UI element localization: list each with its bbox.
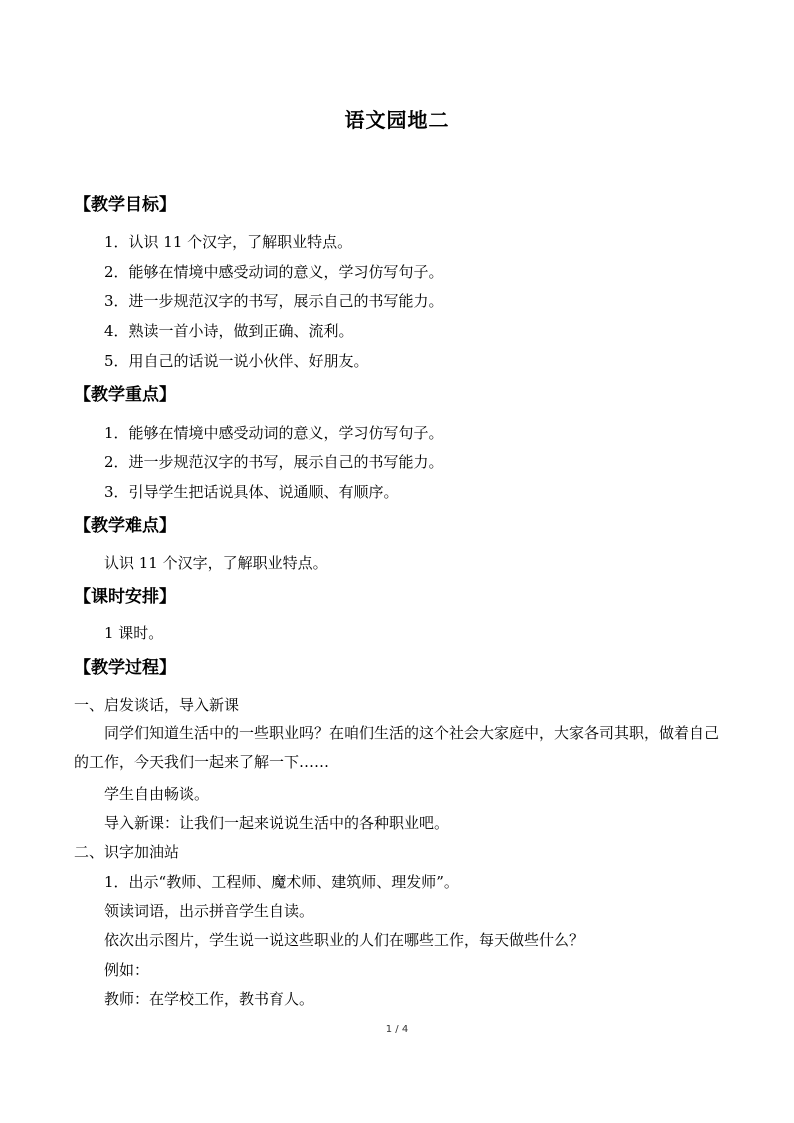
focus-item: 2．进一步规范汉字的书写，展示自己的书写能力。 xyxy=(104,453,444,471)
difficulty-heading: 【教学难点】 xyxy=(74,516,176,536)
goals-item: 5．用自己的话说一说小伙伴、好朋友。 xyxy=(104,352,369,370)
process-part2-line: 例如： xyxy=(104,961,150,979)
focus-item: 1．能够在情境中感受动词的意义，学习仿写句子。 xyxy=(104,424,444,442)
process-part2-line: 依次出示图片，学生说一说这些职业的人们在哪些工作，每天做些什么？ xyxy=(104,931,585,949)
goals-item: 3．进一步规范汉字的书写，展示自己的书写能力。 xyxy=(104,292,444,310)
process-part2-line: 1．出示“教师、工程师、魔术师、建筑师、理发师”。 xyxy=(104,873,459,891)
goals-heading: 【教学目标】 xyxy=(74,195,176,215)
process-part1-line: 导入新课：让我们一起来说说生活中的各种职业吧。 xyxy=(104,814,450,832)
process-part2-line: 教师：在学校工作，教书育人。 xyxy=(104,990,315,1008)
difficulty-text: 认识 11 个汉字，了解职业特点。 xyxy=(104,554,328,572)
schedule-text: 1 课时。 xyxy=(104,624,164,642)
page-number: 1 / 4 xyxy=(385,1024,409,1035)
goals-item: 2．能够在情境中感受动词的意义，学习仿写句子。 xyxy=(104,263,444,281)
process-part1-title: 一、启发谈话，导入新课 xyxy=(74,696,240,714)
process-part2-line: 领读词语，出示拼音学生自读。 xyxy=(104,902,315,920)
process-part2-title: 二、识字加油站 xyxy=(74,843,180,861)
focus-heading: 【教学重点】 xyxy=(74,385,176,405)
process-part1-paragraph: 同学们知道生活中的一些职业吗？在咱们生活的这个社会大家庭中，大家各司其职，做着自己的工作，今天我们一起来了解一下…… xyxy=(74,724,720,771)
process-part1-line: 学生自由畅谈。 xyxy=(104,785,210,803)
goals-item: 4．熟读一首小诗，做到正确、流利。 xyxy=(104,322,354,340)
page-title: 语文园地二 xyxy=(344,108,450,132)
schedule-heading: 【课时安排】 xyxy=(74,587,176,607)
focus-item: 3．引导学生把话说具体、说通顺、有顺序。 xyxy=(104,483,399,501)
goals-item: 1．认识 11 个汉字，了解职业特点。 xyxy=(104,233,353,251)
process-heading: 【教学过程】 xyxy=(74,658,176,678)
